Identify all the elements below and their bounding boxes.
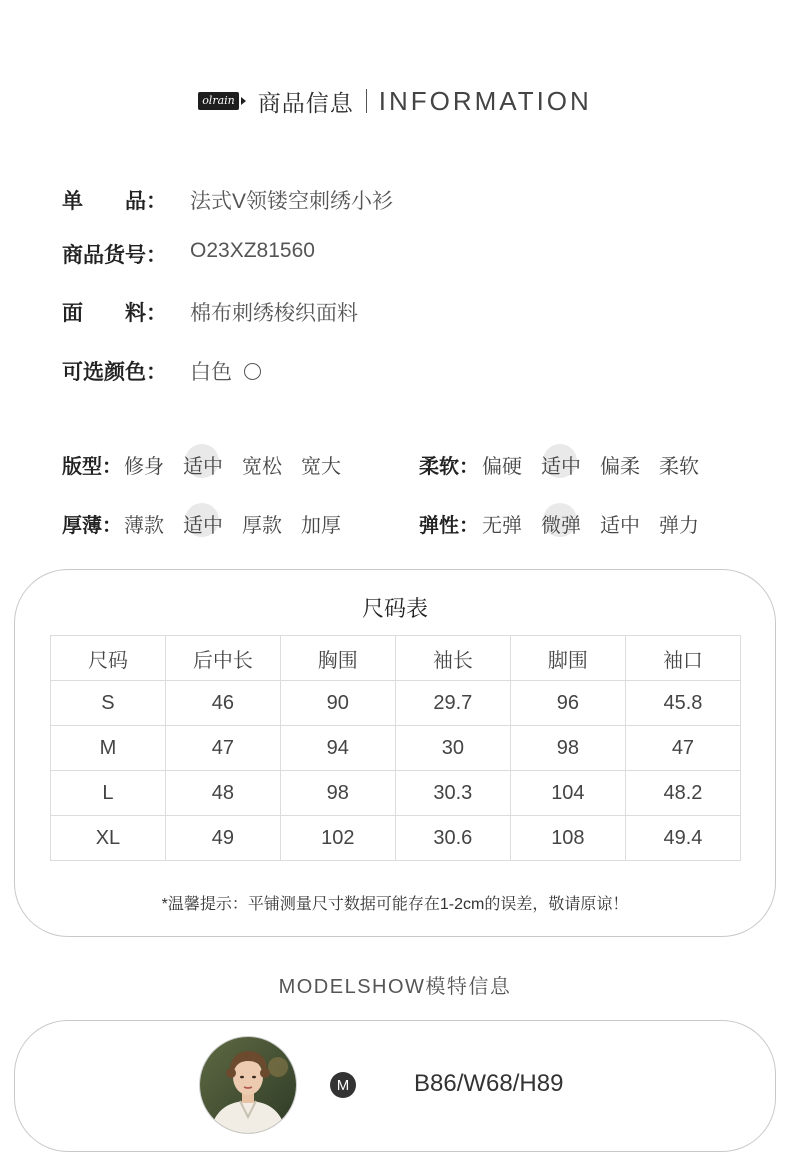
model-measurements: B86/W68/H89 bbox=[414, 1070, 564, 1097]
attr-option-selected: 适中 bbox=[183, 515, 223, 537]
table-cell: 30.3 bbox=[395, 771, 510, 816]
header-divider bbox=[366, 89, 367, 113]
size-chart-title: 尺码表 bbox=[361, 596, 428, 621]
table-cell: 98 bbox=[280, 771, 395, 816]
table-cell: 96 bbox=[510, 681, 625, 726]
info-value-sku: O23XZ81560 bbox=[190, 239, 315, 262]
brand-logo-text: olrain bbox=[198, 92, 239, 110]
model-section-title: MODELSHOW模特信息 bbox=[278, 976, 512, 998]
attr-label-softness: 柔软： bbox=[419, 456, 479, 478]
info-label-sku: 商品货号： bbox=[62, 244, 167, 267]
table-cell: 98 bbox=[510, 726, 625, 771]
table-header-cell: 袖长 bbox=[395, 636, 510, 681]
table-header-cell: 尺码 bbox=[51, 636, 166, 681]
attr-option-selected: 微弹 bbox=[541, 515, 581, 537]
white-swatch-icon bbox=[244, 363, 261, 380]
header-title-en: INFORMATION bbox=[378, 85, 592, 116]
attr-option: 适中 bbox=[600, 515, 640, 537]
play-triangle-icon bbox=[241, 97, 246, 105]
info-value-product: 法式V领镂空刺绣小衫 bbox=[190, 190, 394, 213]
attr-option: 宽大 bbox=[301, 456, 341, 478]
info-label-product: 单 品： bbox=[62, 190, 167, 213]
attr-option-selected: 适中 bbox=[183, 456, 223, 478]
attr-option: 宽松 bbox=[242, 456, 282, 478]
attr-label-fit: 版型： bbox=[62, 456, 122, 478]
table-cell: M bbox=[51, 726, 166, 771]
table-row bbox=[51, 816, 741, 861]
attr-option: 修身 bbox=[124, 456, 164, 478]
table-cell: 30 bbox=[395, 726, 510, 771]
model-avatar bbox=[199, 1036, 297, 1134]
measurement-tip: *温馨提示：平铺测量尺寸数据可能存在1-2cm的误差，敬请原谅！ bbox=[161, 896, 629, 913]
table-cell: 94 bbox=[280, 726, 395, 771]
color-name: 白色 bbox=[190, 361, 232, 384]
table-header-cell: 脚围 bbox=[510, 636, 625, 681]
model-portrait-icon bbox=[200, 1037, 296, 1133]
attr-option: 偏硬 bbox=[482, 456, 522, 478]
attr-option: 弹力 bbox=[659, 515, 699, 537]
table-cell: 48 bbox=[165, 771, 280, 816]
section-header bbox=[0, 84, 790, 118]
table-header-cell: 胸围 bbox=[280, 636, 395, 681]
attr-option: 无弹 bbox=[482, 515, 522, 537]
attr-option: 偏柔 bbox=[600, 456, 640, 478]
brand-logo bbox=[198, 92, 246, 110]
table-cell: 48.2 bbox=[625, 771, 740, 816]
table-cell: 90 bbox=[280, 681, 395, 726]
table-row bbox=[51, 771, 741, 816]
header-title-cn: 商品信息 bbox=[257, 89, 354, 116]
attr-label-thickness: 厚薄： bbox=[62, 515, 122, 537]
attr-label-elasticity: 弹性： bbox=[419, 515, 479, 537]
table-cell: 29.7 bbox=[395, 681, 510, 726]
model-size-badge: M bbox=[330, 1072, 356, 1098]
table-cell: XL bbox=[51, 816, 166, 861]
table-cell: 45.8 bbox=[625, 681, 740, 726]
table-header-cell: 后中长 bbox=[165, 636, 280, 681]
size-table bbox=[50, 635, 741, 861]
info-value-fabric: 棉布刺绣梭织面料 bbox=[190, 302, 358, 325]
attr-option: 薄款 bbox=[124, 515, 164, 537]
attr-option-selected: 适中 bbox=[541, 456, 581, 478]
table-row bbox=[51, 726, 741, 771]
table-header-row bbox=[51, 636, 741, 681]
attr-option: 加厚 bbox=[301, 515, 341, 537]
table-cell: S bbox=[51, 681, 166, 726]
table-cell: 108 bbox=[510, 816, 625, 861]
info-value-color bbox=[190, 356, 261, 386]
table-cell: 49 bbox=[165, 816, 280, 861]
table-row bbox=[51, 681, 741, 726]
table-header-cell: 袖口 bbox=[625, 636, 740, 681]
table-cell: 47 bbox=[625, 726, 740, 771]
table-cell: 46 bbox=[165, 681, 280, 726]
table-cell: 30.6 bbox=[395, 816, 510, 861]
table-cell: 102 bbox=[280, 816, 395, 861]
info-label-fabric: 面 料： bbox=[62, 302, 167, 325]
attr-option: 柔软 bbox=[659, 456, 699, 478]
table-cell: 104 bbox=[510, 771, 625, 816]
table-cell: L bbox=[51, 771, 166, 816]
model-card bbox=[14, 1020, 776, 1152]
table-cell: 47 bbox=[165, 726, 280, 771]
info-label-color: 可选颜色： bbox=[62, 361, 167, 384]
attr-option: 厚款 bbox=[242, 515, 282, 537]
table-cell: 49.4 bbox=[625, 816, 740, 861]
